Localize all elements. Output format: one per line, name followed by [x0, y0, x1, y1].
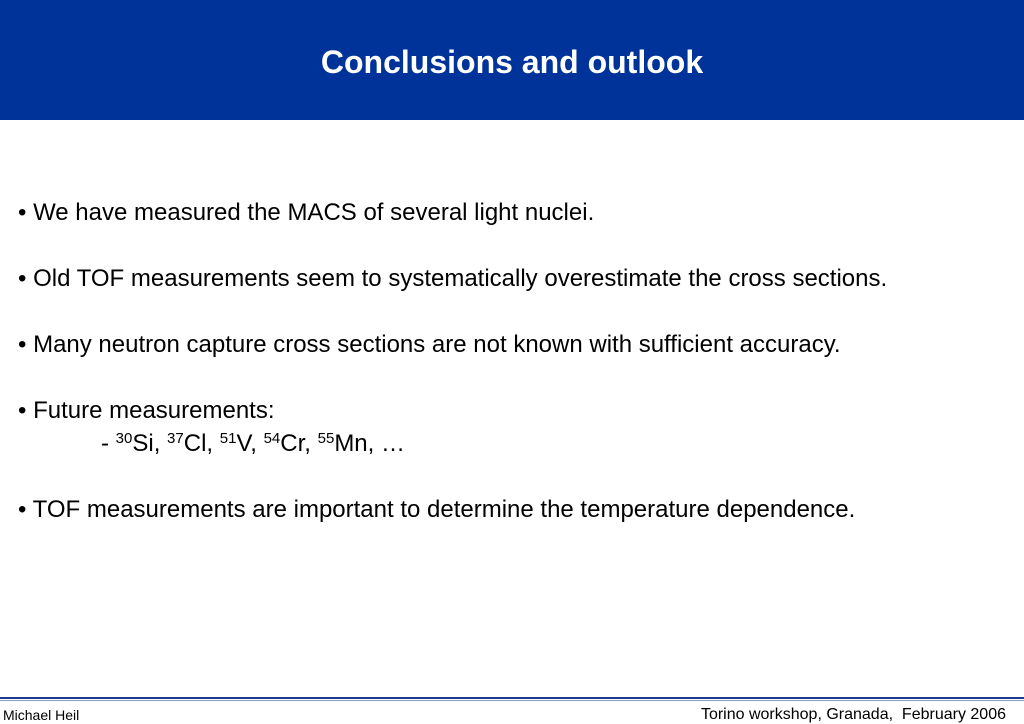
mass-number: 51	[219, 430, 237, 447]
element-symbol: Si	[132, 430, 154, 457]
spacer	[18, 460, 1008, 493]
separator: , …	[367, 430, 405, 457]
spacer	[18, 229, 1008, 262]
bullet-cross-sections: • Many neutron capture cross sections are not known with sufficient accuracy.	[18, 331, 841, 358]
isotope-cl	[167, 430, 220, 457]
separator: ,	[304, 430, 318, 457]
bullet-temperature: • TOF measurements are important to determine the temperature dependence.	[18, 496, 856, 523]
element-symbol: Cr	[280, 430, 305, 457]
isotope-list-prefix: -	[101, 430, 116, 457]
separator: ,	[153, 430, 168, 457]
isotope-si	[116, 430, 167, 457]
bullet-macs: • We have measured the MACS of several light nuclei.	[18, 199, 595, 226]
footer-divider	[0, 697, 1024, 699]
isotope-cr	[264, 430, 318, 457]
footer-event: Torino workshop, Granada, February 2006	[700, 706, 1006, 723]
slide-body	[18, 196, 1008, 526]
footer-author: Michael Heil	[3, 707, 80, 723]
isotope-v	[220, 430, 264, 457]
isotope-list	[18, 427, 1008, 460]
spacer	[18, 295, 1008, 328]
isotope-mn	[318, 430, 405, 457]
element-symbol: Mn	[334, 430, 368, 457]
bullet-old-tof: • Old TOF measurements seem to systematically overestimate the cross sections.	[18, 265, 888, 292]
slide-title: Conclusions and outlook	[320, 44, 704, 80]
title-banner	[0, 0, 1024, 120]
mass-number: 30	[115, 430, 133, 447]
separator: ,	[206, 430, 220, 457]
mass-number: 54	[263, 430, 281, 447]
spacer	[18, 361, 1008, 394]
separator: ,	[250, 430, 264, 457]
element-symbol: V	[236, 430, 251, 457]
mass-number: 55	[317, 430, 335, 447]
bullet-future: • Future measurements:	[18, 397, 275, 424]
element-symbol: Cl	[183, 430, 207, 457]
footer-divider-thin	[0, 700, 1024, 701]
mass-number: 37	[167, 430, 184, 447]
